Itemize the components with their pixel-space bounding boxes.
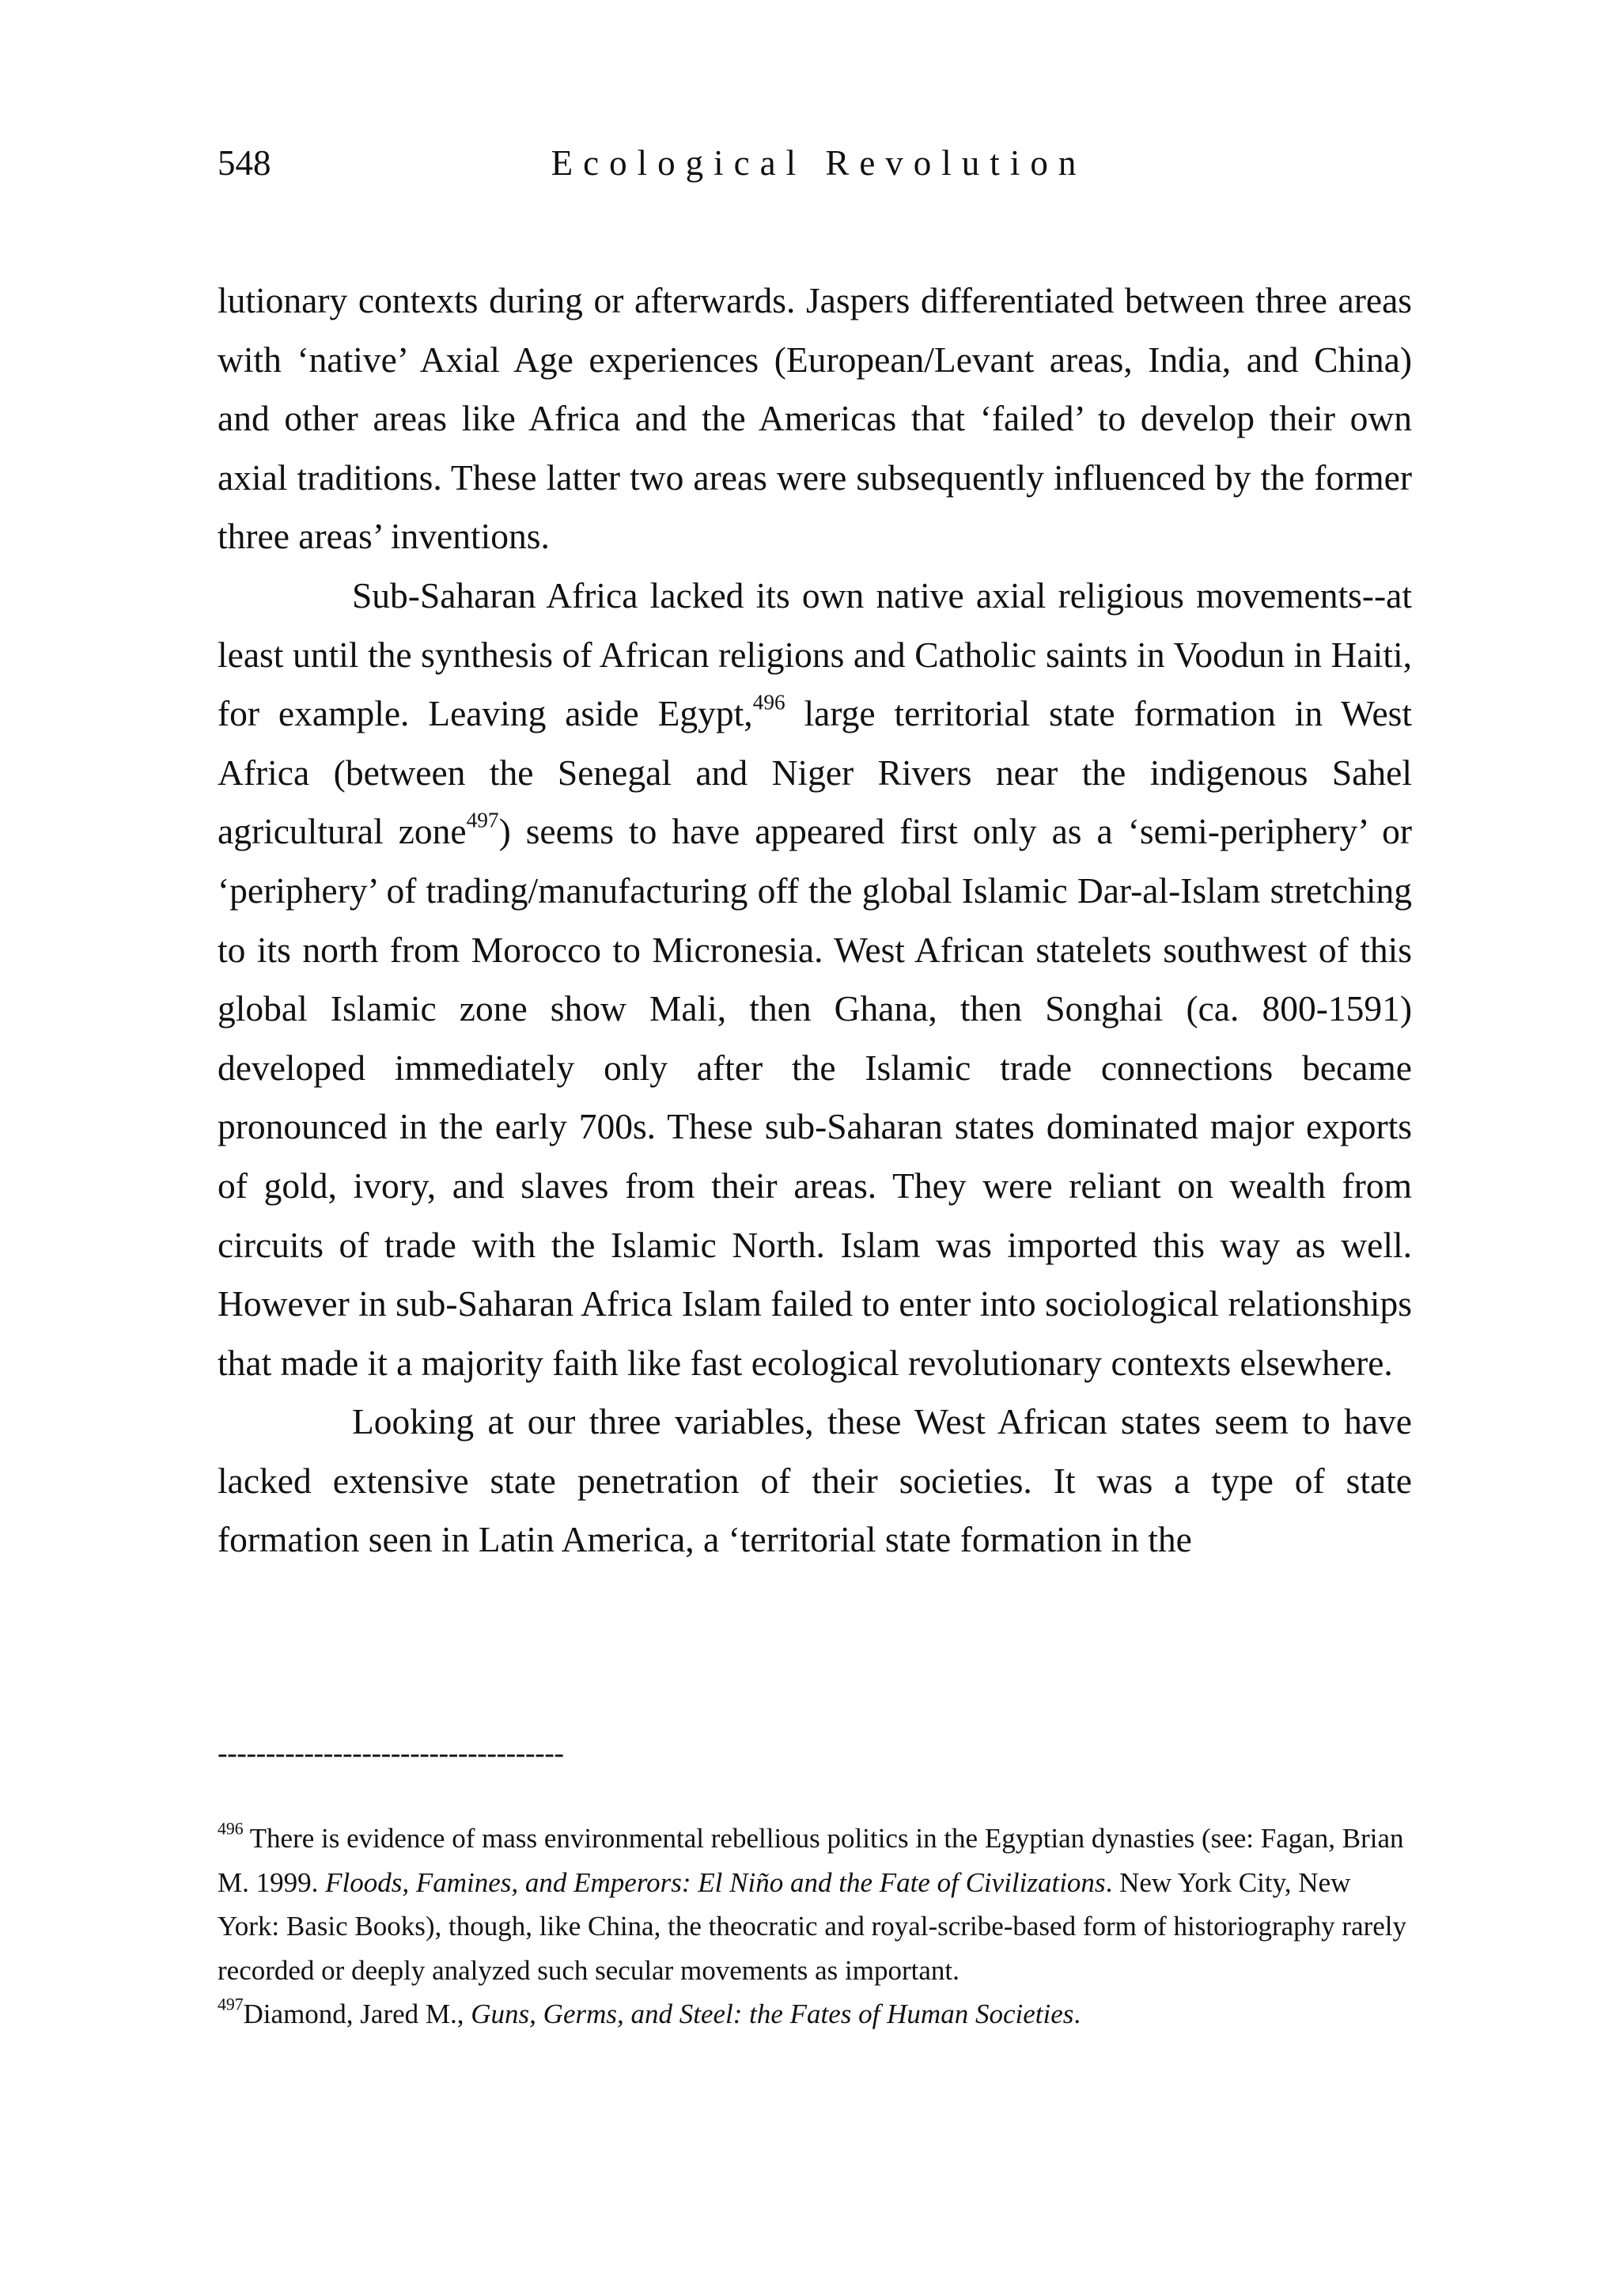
footnote-496-text-2: . New York City, New York: Basic Books), though, like China, the theocratic and royal-scribe-based form of historiography rarely recorded or deeply analyzed such secular movements as important. bbox=[218, 1866, 1407, 1986]
footnotes bbox=[218, 1817, 1412, 2036]
footnote-496-title: Floods, Famines, and Emperors: El Niño and the Fate of Civilizations bbox=[325, 1866, 1106, 1898]
paragraph-2-part-1: Sub-Saharan Africa lacked its own native axial religious movements--at least until the synthesis of African religions and Catholic saints in Voodun in Haiti, for example. Leaving aside Egypt, bbox=[218, 574, 1412, 734]
footnote-496 bbox=[218, 1817, 1412, 1992]
footnote-marker-496: 496 bbox=[218, 1819, 244, 1839]
paragraph-2-part-3: ) seems to have appeared first only as a ‘semi-periphery’ or ‘periphery’ of trading/manufacturing off the global Islamic Dar-al-Islam stretching to its north from Morocco to Micronesia. West African statelets southwest of this global Islamic zone show Mali, then Ghana, then Songhai (ca. 800-1591) developed immediately only after the Islamic trade connections became pronounced in the early 700s. These sub-Saharan states dominated major exports of gold, ivory, and slaves from their areas. They were reliant on wealth from circuits of trade with the Islamic North. Islam was imported this way as well. However in sub-Saharan Africa Islam failed to enter into sociological relationships that made it a majority faith like fast ecological revolutionary contexts elsewhere. bbox=[218, 811, 1412, 1383]
running-title: Ecological Revolution bbox=[551, 143, 1087, 183]
footnote-marker-497: 497 bbox=[218, 1995, 244, 2014]
footnote-497-text-1: Diamond, Jared M., bbox=[243, 1999, 471, 2029]
page-header bbox=[218, 139, 1412, 187]
paragraph-2-part-2: large territorial state formation in West Africa (between the Senegal and Niger Rivers near the indigenous Sahel agricultural zone bbox=[218, 693, 1412, 852]
footnote-separator: ------------------------------------ bbox=[218, 1737, 564, 1770]
footnote-ref-496[interactable]: 496 bbox=[752, 690, 785, 714]
paragraph-2 bbox=[218, 566, 1412, 1392]
page-number: 548 bbox=[218, 143, 271, 183]
footnote-497-text-2: . bbox=[1073, 1999, 1081, 2029]
footnote-497 bbox=[218, 1992, 1412, 2036]
body-text bbox=[218, 271, 1412, 1570]
footnote-497-title: Guns, Germs, and Steel: the Fates of Human Societies bbox=[471, 1999, 1074, 2029]
paragraph-1: lutionary contexts during or afterwards. Jaspers differentiated between three areas with ‘native’ Axial Age experiences (European/Levant areas, India, and China) and other areas like Africa and the Americas that ‘failed’ to develop their own axial traditions. These latter two areas were subsequently influenced by the former three areas’ inventions. bbox=[218, 280, 1412, 557]
footnote-496-text-1: There is evidence of mass environmental rebellious politics in the Egyptian dynasties (see: Fagan, Brian M. 1999. bbox=[218, 1823, 1404, 1898]
paragraph-3: Looking at our three variables, these West African states seem to have lacked extensive state penetration of their societies. It was a type of state formation seen in Latin America, a ‘territorial state formation in the bbox=[218, 1401, 1412, 1560]
footnote-ref-497[interactable]: 497 bbox=[466, 808, 499, 832]
